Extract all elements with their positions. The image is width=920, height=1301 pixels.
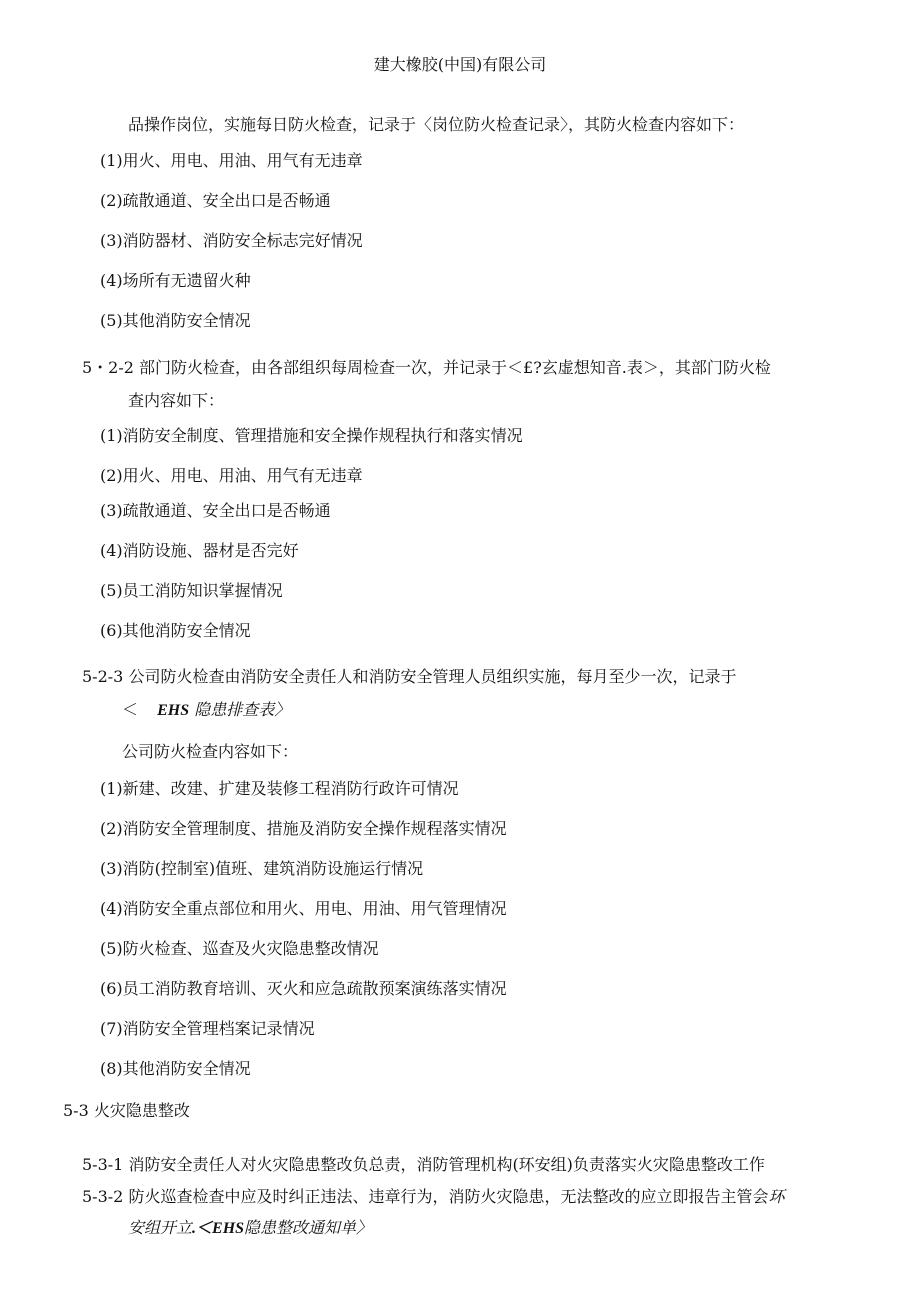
section-522-heading: 5・2-2 部门防火检查，由各部组织每周检查一次，并记录于＜£?玄虚想知音.表＞，其部门防火检 [82,358,771,377]
list-item: (4)场所有无遗留火种 [100,271,251,290]
company-header: 建大橡胶(中国)有限公司 [373,55,547,74]
list-item: (5)其他消防安全情况 [100,311,251,330]
list-item: (6)其他消防安全情况 [100,621,251,640]
list-item: (4)消防设施、器材是否完好 [100,541,299,560]
angle-bracket: ＜ [122,700,139,719]
list-item: (1)用火、用电、用油、用气有无违章 [100,151,363,170]
list-item: (1)消防安全制度、管理措施和安全操作规程执行和落实情况 [100,426,523,445]
list-item: (2)用火、用电、用油、用气有无违章 [100,466,363,485]
section-523-heading: 5-2-3 公司防火检查由消防安全责任人和消防安全管理人员组织实施，每月至少一次，记录于 [82,667,737,686]
list-item: (2)疏散通道、安全出口是否畅通 [100,191,331,210]
section-521-intro: 品操作岗位，实施每日防火检查，记录于〈岗位防火检查记录〉，其防火检查内容如下： [128,115,745,134]
section-53-heading: 5-3 火灾隐患整改 [63,1101,190,1120]
list-item: (1)新建、改建、扩建及装修工程消防行政许可情况 [100,779,459,798]
list-item: (4)消防安全重点部位和用火、用电、用油、用气管理情况 [100,899,507,918]
section-532-line1 [82,1187,784,1207]
list-item: (3)消防(控制室)值班、建筑消防设施运行情况 [100,859,424,878]
list-item: (2)消防安全管理制度、措施及消防安全操作规程落实情况 [100,819,507,838]
list-item: (5)防火检查、巡查及火灾隐患整改情况 [100,939,379,958]
list-item: (5)员工消防知识掌握情况 [100,581,283,600]
section-532-line2 [128,1218,372,1239]
ehs-notice-name: 隐患整改通知单〉 [244,1218,373,1237]
ehs-label: EHS [157,702,190,719]
list-item: (8)其他消防安全情况 [100,1059,251,1078]
section-532-org: 安组开立 [128,1218,193,1237]
list-item: (7)消防安全管理档案记录情况 [100,1019,315,1038]
section-523-record-line [122,700,290,721]
section-532-text: 5-3-2 防火巡查检查中应及时纠正违法、违章行为，消防火灾隐患，无法整改的应立即报告主管会 [82,1187,769,1206]
ehs-label: .＜EHS [192,1220,245,1237]
ehs-form-name: 隐患排查表〉 [194,700,291,719]
section-523-intro: 公司防火检查内容如下： [122,742,299,761]
section-531-paragraph: 5-3-1 消防安全责任人对火灾隐患整改负总责，消防管理机构(环安组)负责落实火灾隐患整改工作 [82,1155,765,1174]
list-item: (6)员工消防教育培训、灭火和应急疏散预案演练落实情况 [100,979,507,998]
list-item: (3)消防器材、消防安全标志完好情况 [100,231,363,250]
section-532-text-italic: 环 [768,1187,785,1206]
section-522-continuation: 查内容如下： [128,391,225,410]
list-item: (3)疏散通道、安全出口是否畅通 [100,501,331,520]
